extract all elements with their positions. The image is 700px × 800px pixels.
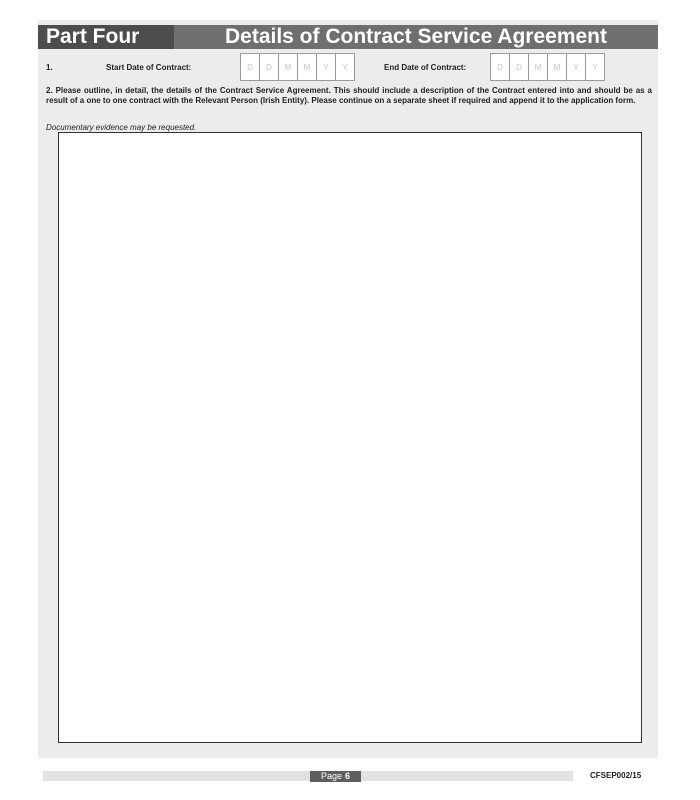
end-date-month-2[interactable]: M [547,53,567,81]
end-date-label: End Date of Contract: [384,63,467,72]
footer-bar [43,771,573,781]
end-date-year-1[interactable]: Y [566,53,586,81]
page-indicator [310,771,361,782]
question-2-instructions: 2. Please outline, in detail, the details of the Contract Service Agreement. This should include a description of the Contract entered into and should be as a result of a one to one contract with the Relevant Person (Irish Entity). Please continue on a separate sheet if required and append it to the application form. [46,86,652,105]
part-label: Part Four [38,25,174,49]
start-date-field [241,53,355,81]
start-date-day-1[interactable]: D [240,53,260,81]
end-date-day-1[interactable]: D [490,53,510,81]
question-number: 1. [46,63,53,72]
start-date-month-2[interactable]: M [297,53,317,81]
start-date-year-1[interactable]: Y [316,53,336,81]
end-date-field [491,53,605,81]
start-date-label: Start Date of Contract: [106,63,192,72]
page-word: Page [320,771,342,781]
section-title: Details of Contract Service Agreement [224,25,607,48]
form-code: CFSEP002/15 [590,771,642,780]
start-date-year-2[interactable]: Y [335,53,355,81]
contract-dates-row [46,53,646,81]
start-date-month-1[interactable]: M [278,53,298,81]
end-date-year-2[interactable]: Y [585,53,605,81]
page-number: 6 [345,771,351,781]
start-date-day-2[interactable]: D [259,53,279,81]
section-header [38,25,658,49]
contract-details-textarea[interactable] [58,132,642,743]
end-date-month-1[interactable]: M [528,53,548,81]
end-date-day-2[interactable]: D [509,53,529,81]
evidence-note: Documentary evidence may be requested. [46,123,197,132]
